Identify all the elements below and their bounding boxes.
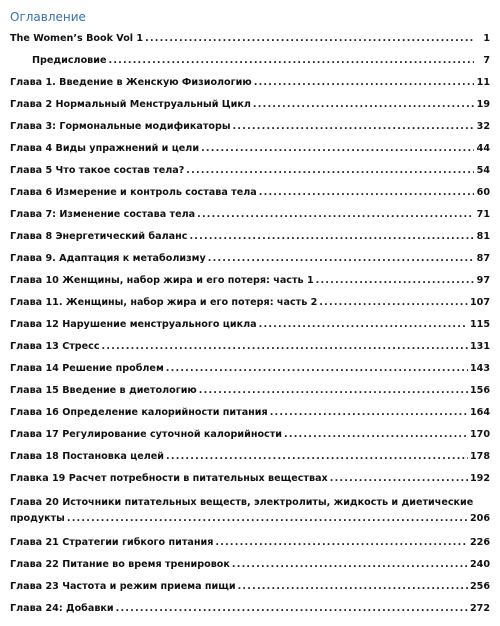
entry-page: 54 <box>476 165 490 176</box>
toc-entry[interactable] <box>10 208 490 222</box>
leader-dots <box>238 580 468 594</box>
entry-page: 226 <box>469 537 490 548</box>
toc-entry[interactable] <box>10 428 490 442</box>
toc-entry[interactable] <box>10 602 490 616</box>
toc-entry[interactable] <box>32 54 490 68</box>
toc-entry[interactable] <box>10 252 490 266</box>
entry-page: 143 <box>469 363 490 374</box>
toc-entry[interactable] <box>10 536 490 550</box>
entry-title: Глава 11. Женщины, набор жира и его потеря: часть 2 <box>10 297 318 308</box>
leader-dots <box>166 450 468 464</box>
entry-page: 97 <box>476 275 490 286</box>
entry-page: 131 <box>469 341 490 352</box>
entry-page: 170 <box>469 429 490 440</box>
toc-entry[interactable] <box>10 186 490 200</box>
leader-dots <box>330 472 468 486</box>
toc-entry[interactable] <box>10 450 490 464</box>
entry-page: 71 <box>476 209 490 220</box>
leader-dots <box>232 558 468 572</box>
entry-page: 178 <box>469 451 490 462</box>
entry-title: Глава 12 Нарушение менструального цикла <box>10 319 257 330</box>
entry-title: Глава 22 Питание во время тренировок <box>10 559 230 570</box>
toc-entry[interactable] <box>10 32 490 46</box>
toc-entry[interactable] <box>10 230 490 244</box>
entry-page: 44 <box>476 143 490 154</box>
entry-title: Глава 6 Измерение и контроль состава тела <box>10 187 257 198</box>
entry-page: 206 <box>469 513 490 524</box>
leader-dots <box>254 76 474 90</box>
leader-dots <box>215 536 468 550</box>
toc-entry[interactable] <box>10 76 490 90</box>
leader-dots <box>253 98 474 112</box>
leader-dots <box>270 406 468 420</box>
entry-title: продукты <box>10 513 65 524</box>
toc-entry[interactable] <box>10 318 490 332</box>
entry-title: Глава 23 Частота и режим приема пищи <box>10 581 236 592</box>
entry-title: Главка 19 Расчет потребности в питательных веществах <box>10 473 328 484</box>
leader-dots <box>319 296 468 310</box>
leader-dots <box>145 32 474 46</box>
toc-entry[interactable] <box>10 384 490 398</box>
entry-title: Глава 18 Постановка целей <box>10 451 165 462</box>
leader-dots <box>284 428 468 442</box>
leader-dots <box>67 512 468 526</box>
toc-heading: Оглавление <box>10 10 86 24</box>
entry-title: Глава 13 Стресс <box>10 341 100 352</box>
entry-page: 1 <box>483 33 490 44</box>
toc-entry[interactable] <box>10 580 490 594</box>
leader-dots <box>116 602 468 616</box>
toc-entry[interactable] <box>10 98 490 112</box>
entry-title-line1[interactable]: Глава 20 Источники питательных веществ, электролиты, жидкость и диетические <box>10 497 474 508</box>
leader-dots <box>316 274 474 288</box>
entry-title: Глава 10 Женщины, набор жира и его потеря: часть 1 <box>10 275 314 286</box>
entry-page: 81 <box>476 231 490 242</box>
toc-entry[interactable] <box>10 340 490 354</box>
toc-entry[interactable] <box>10 274 490 288</box>
entry-page: 107 <box>469 297 490 308</box>
entry-title: Глава 14 Решение проблем <box>10 363 164 374</box>
entry-page: 115 <box>469 319 490 330</box>
toc-entry[interactable] <box>10 142 490 156</box>
toc-entry[interactable] <box>10 558 490 572</box>
entry-title: Глава 2 Нормальный Менструальный Цикл <box>10 99 251 110</box>
leader-dots <box>166 362 468 376</box>
entry-title: Глава 15 Введение в диетологию <box>10 385 197 396</box>
entry-page: 256 <box>469 581 490 592</box>
toc-entry[interactable] <box>10 164 490 178</box>
entry-title: Предисловие <box>32 55 107 66</box>
entry-title: Глава 8 Энергетический баланс <box>10 231 188 242</box>
entry-page: 240 <box>469 559 490 570</box>
entry-page: 19 <box>476 99 490 110</box>
entry-page: 32 <box>476 121 490 132</box>
entry-title: Глава 5 Что такое состав тела? <box>10 165 185 176</box>
leader-dots <box>102 340 468 354</box>
leader-dots <box>259 186 474 200</box>
entry-page: 192 <box>469 473 490 484</box>
entry-title: Глава 21 Стратегии гибкого питания <box>10 537 214 548</box>
entry-title: The Women’s Book Vol 1 <box>10 33 144 44</box>
toc-entry[interactable] <box>10 362 490 376</box>
leader-dots <box>201 142 474 156</box>
leader-dots <box>186 164 474 178</box>
entry-title: Глава 4 Виды упражнений и цели <box>10 143 200 154</box>
leader-dots <box>189 230 474 244</box>
entry-title: Глава 7: Изменение состава тела <box>10 209 196 220</box>
entry-page: 272 <box>469 603 490 614</box>
entry-title: Глава 17 Регулирование суточной калорийности <box>10 429 283 440</box>
entry-title: Глава 24: Добавки <box>10 603 114 614</box>
leader-dots <box>197 208 474 222</box>
entry-page: 60 <box>476 187 490 198</box>
entry-page: 156 <box>469 385 490 396</box>
entry-title: Глава 1. Введение в Женскую Физиологию <box>10 77 252 88</box>
entry-page: 87 <box>476 253 490 264</box>
leader-dots <box>259 318 468 332</box>
leader-dots <box>208 252 474 266</box>
entry-title: Глава 16 Определение калорийности питания <box>10 407 268 418</box>
leader-dots <box>199 384 468 398</box>
toc-entry[interactable] <box>10 512 490 526</box>
toc-entry[interactable] <box>10 472 490 486</box>
toc-entry[interactable] <box>10 296 490 310</box>
entry-title: Глава 3: Гормональные модификаторы <box>10 121 231 132</box>
entry-page: 164 <box>469 407 490 418</box>
entry-title: Глава 9. Адаптация к метаболизму <box>10 253 206 264</box>
leader-dots <box>233 120 474 134</box>
toc-entry[interactable] <box>10 406 490 420</box>
toc-entry[interactable] <box>10 120 490 134</box>
entry-page: 7 <box>483 55 490 66</box>
entry-page: 11 <box>476 77 490 88</box>
leader-dots <box>108 54 474 68</box>
